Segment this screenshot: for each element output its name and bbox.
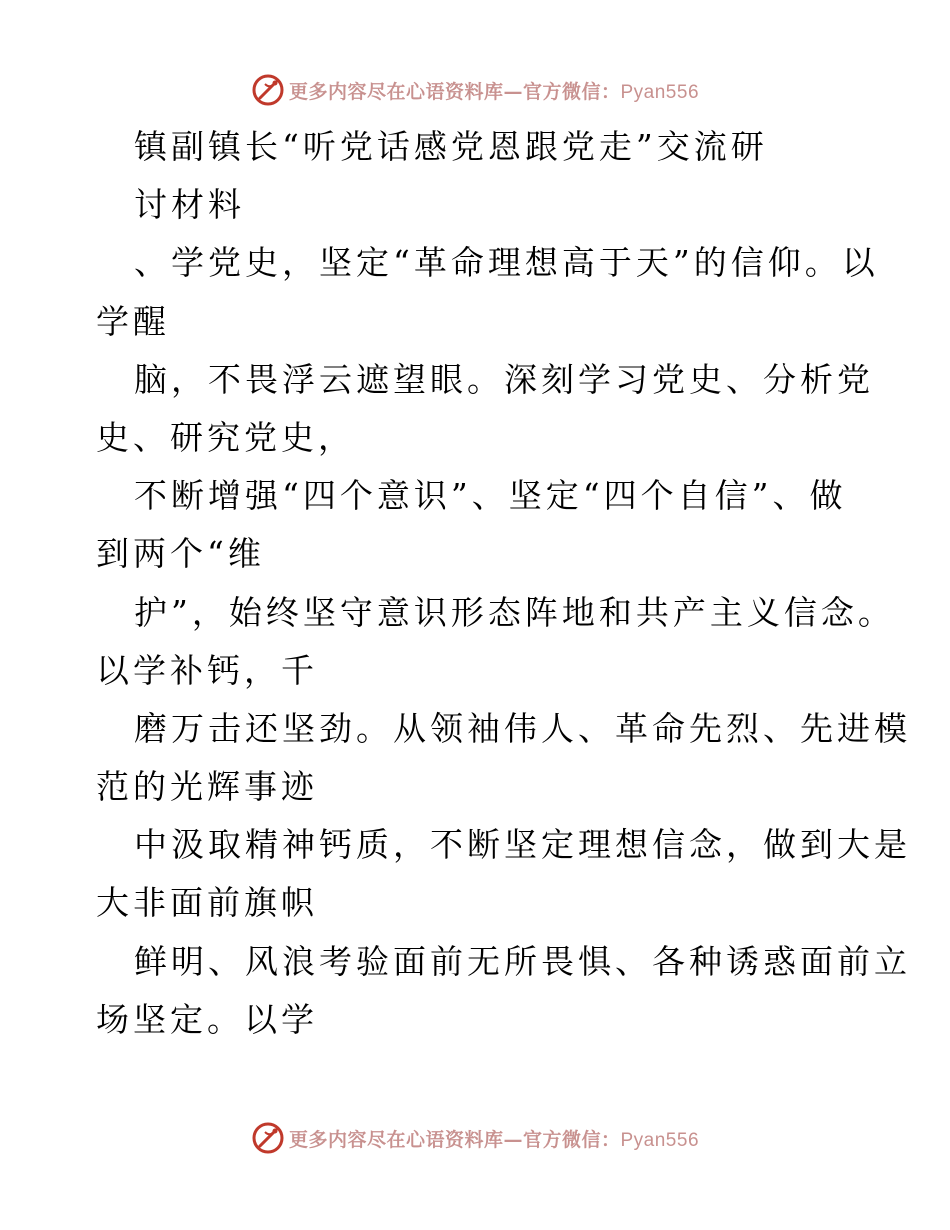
text-line: 镇副镇长“听党话感党恩跟党走”交流研 — [134, 127, 768, 166]
text-line: 鲜明、风浪考验面前无所畏惧、各种诱惑面前立 — [134, 941, 911, 981]
text-line: 、学党史，坚定“革命理想高于天”的信仰。以 — [134, 243, 879, 283]
text-line: 学醒 — [96, 301, 170, 341]
text-line: 磨万击还坚劲。从领袖伟人、革命先烈、先进模 — [134, 708, 911, 748]
text-line: 以学补钙，千 — [96, 650, 318, 690]
text-line: 讨材料 — [134, 185, 245, 225]
text-line: 大非面前旗帜 — [96, 883, 318, 923]
text-line: 场坚定。以学 — [96, 999, 318, 1039]
wechat-handle: Pyan556 — [620, 1129, 700, 1151]
text-line: 史、研究党史， — [96, 417, 355, 457]
text-line: 范的光辉事迹 — [96, 767, 318, 807]
text-line: 不断增强“四个意识”、坚定“四个自信”、做 — [134, 476, 847, 516]
footer-banner — [0, 1118, 950, 1158]
header-banner — [0, 70, 950, 110]
brand-logo-icon — [251, 1121, 285, 1155]
body-text — [96, 118, 911, 1049]
text-line: 中汲取精神钙质，不断坚定理想信念，做到大是 — [134, 825, 911, 865]
footer-banner-text: 更多内容尽在心语资料库—官方微信：Pyan556 — [288, 1128, 700, 1151]
text-line: 护”，始终坚守意识形态阵地和共产主义信念。 — [134, 592, 895, 632]
wechat-handle: Pyan556 — [620, 81, 700, 103]
header-banner-text: 更多内容尽在心语资料库—官方微信：Pyan556 — [288, 80, 700, 103]
brand-logo-icon — [251, 73, 285, 107]
text-line: 到两个“维 — [96, 534, 265, 574]
text-line: 脑，不畏浮云遮望眼。深刻学习党史、分析党 — [134, 359, 874, 399]
